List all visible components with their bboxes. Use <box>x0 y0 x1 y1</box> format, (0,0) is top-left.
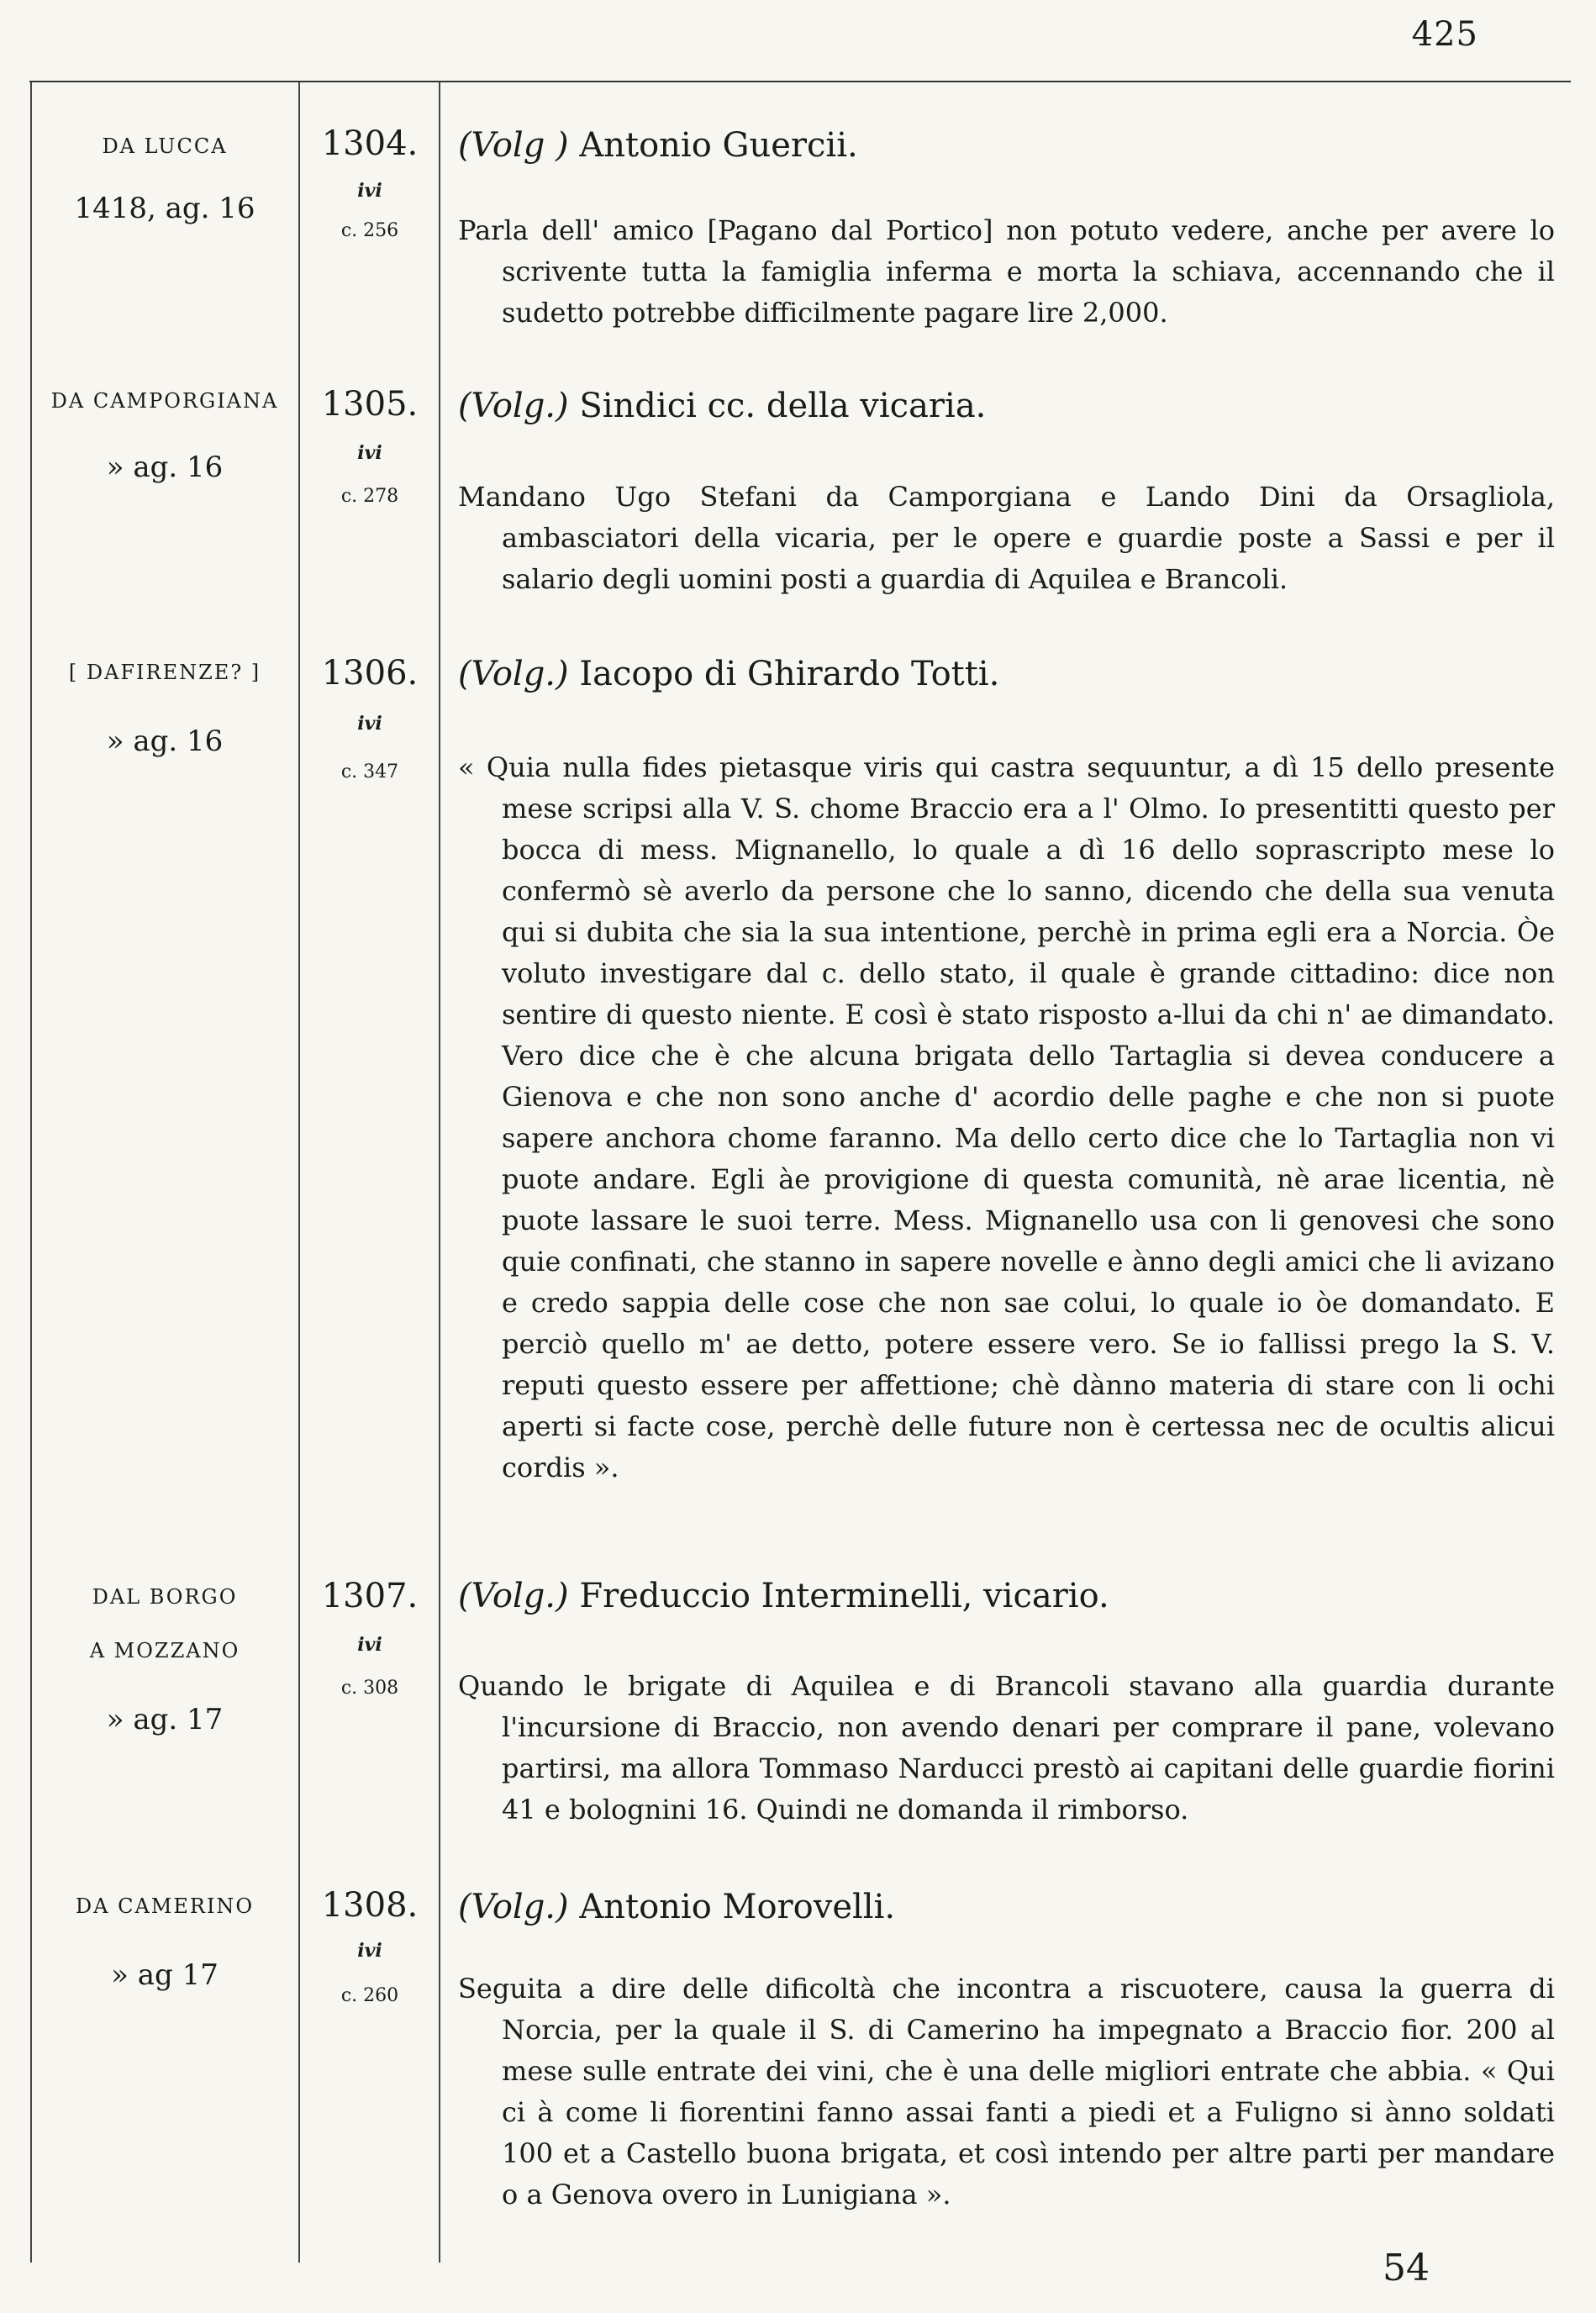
entry-number: 1304. <box>321 124 419 163</box>
entry-date: » ag. 17 <box>106 1703 224 1736</box>
entry-volg: (Volg.) <box>458 655 569 693</box>
entry-date: » ag. 16 <box>106 450 224 484</box>
entry-number: 1308. <box>321 1886 419 1925</box>
entry-carta: c. 278 <box>340 486 399 507</box>
entry-volg: (Volg ) <box>458 126 569 165</box>
entry-text: Mandano Ugo Stefani da Camporgiana e Lando Dini da Orsagliola, ambasciatori della vicaria, per le opere e guardie poste a Sassi e per il salario degli uomini posti a guardia di Aquilea e Brancoli. <box>458 481 1555 595</box>
entry-ivi: ivi <box>357 1634 382 1656</box>
entry-heading <box>458 387 1551 425</box>
page-number: 425 <box>1411 15 1478 54</box>
entry-ivi: ivi <box>357 180 382 202</box>
header-rule <box>29 81 1571 82</box>
entry-number: 1306. <box>321 654 419 693</box>
entry-carta: c. 308 <box>340 1678 399 1699</box>
entry-place: DAL BORGO <box>92 1585 238 1609</box>
entry-date: » ag. 16 <box>106 724 224 758</box>
page-footer-number: 54 <box>1383 2247 1430 2289</box>
entry-date: 1418, ag. 16 <box>74 192 255 225</box>
entry-author: Sindici cc. della vicaria. <box>579 387 987 425</box>
entry-place: DA CAMERINO <box>75 1894 255 1918</box>
entry-number: 1305. <box>321 385 419 424</box>
entry-heading <box>458 1577 1551 1615</box>
entry-carta: c. 256 <box>340 220 399 241</box>
entry-place: DA CAMPORGIANA <box>50 389 279 413</box>
entry-ivi: ivi <box>357 1940 382 1962</box>
entry-heading <box>458 1888 1551 1926</box>
entry-volg: (Volg.) <box>458 387 569 425</box>
entry-ivi: ivi <box>357 442 382 464</box>
entry-text: « Quia nulla fides pietasque viris qui castra sequuntur, a dì 15 dello presente mese scripsi alla V. S. chome Braccio era a l' Olmo. Io presentitti questo per bocca di mess. Mignanello, lo quale a dì 16 dello soprascripto mese lo confermò sè averlo da persone che lo sanno, dicendo che della sua venuta qui si dubita che sia la sua intentione, perchè in prima egli era a Norcia. Òe voluto investigare dal c. dello stato, il quale è grande cittadino: dice non sentire di questo niente. E così è stato risposto a-llui da chi n' ae dimandato. Vero dice che è che alcuna brigata dello Tartaglia si devea conducere a Gienova e che non sono anche d' acordio delle paghe e che non si puote sapere anchora chome faranno. Ma dello certo dice che lo Tartaglia non vi puote andare. Egli àe provigione di questa comunità, nè arae licentia, nè puote lassare le suoi terre. Mess. Mignanello usa con li genovesi che sono quie confinati, che stanno in sapere novelle e ànno degli amici che li avizano e credo sappia delle cose che non sae colui, lo quale io òe domandato. E perciò quello m' ae detto, potere essere vero. Se io fallissi prego la S. V. reputi questo essere per affettione; chè dànno materia di stare con li ochi aperti si facte cose, perchè delle future non è certessa nec de ocultis alicui cordis ». <box>458 751 1555 1483</box>
entry-heading <box>458 126 1551 165</box>
entry-text: Parla dell' amico [Pagano dal Portico] non potuto vedere, anche per avere lo scrivente tutta la famiglia inferma e morta la schiava, accennando che il sudetto potrebbe difficilmente pagare lire 2,000. <box>458 214 1555 329</box>
entry-place-line2: A MOZZANO <box>89 1639 240 1662</box>
entry-author: Antonio Guercii. <box>579 126 858 165</box>
entry-author: Freduccio Interminelli, vicario. <box>579 1577 1109 1615</box>
entry-place: [ DAFIRENZE? ] <box>68 661 261 684</box>
entry-ivi: ivi <box>357 713 382 735</box>
entry-volg: (Volg.) <box>458 1888 569 1926</box>
entry-text: Quando le brigate di Aquilea e di Brancoli stavano alla guardia durante l'incursione di Braccio, non avendo denari per comprare il pane, volevano partirsi, ma allora Tommaso Narducci prestò ai capitani delle guardie fiorini 41 e bolognini 16. Quindi ne domanda il rimborso. <box>458 1670 1555 1826</box>
entry-heading <box>458 655 1551 693</box>
entry-author: Antonio Morovelli. <box>579 1888 896 1926</box>
entry-volg: (Volg.) <box>458 1577 569 1615</box>
entry-number: 1307. <box>321 1577 419 1615</box>
entry-date: » ag 17 <box>111 1958 219 1992</box>
entry-carta: c. 260 <box>340 1985 399 2006</box>
entry-place: DA LUCCA <box>102 134 228 158</box>
entry-carta: c. 347 <box>340 761 399 782</box>
entry-text: Seguita a dire delle dificoltà che incontra a riscuotere, causa la guerra di Norcia, per la quale il S. di Camerino ha impegnato a Braccio fior. 200 al mese sulle entrate dei vini, che è una delle migliori entrate che abbia. « Qui ci à come li fiorentini fanno assai fanti a piedi et a Fuligno si ànno soldati 100 et a Castello buona brigata, et così intendo per altre parti per mandare o a Genova overo in Lunigiana ». <box>458 1973 1555 2210</box>
column-rule-middle <box>298 82 300 2263</box>
column-rule-left <box>30 82 32 2263</box>
column-rule-right <box>439 82 440 2263</box>
entry-author: Iacopo di Ghirardo Totti. <box>579 655 1000 693</box>
